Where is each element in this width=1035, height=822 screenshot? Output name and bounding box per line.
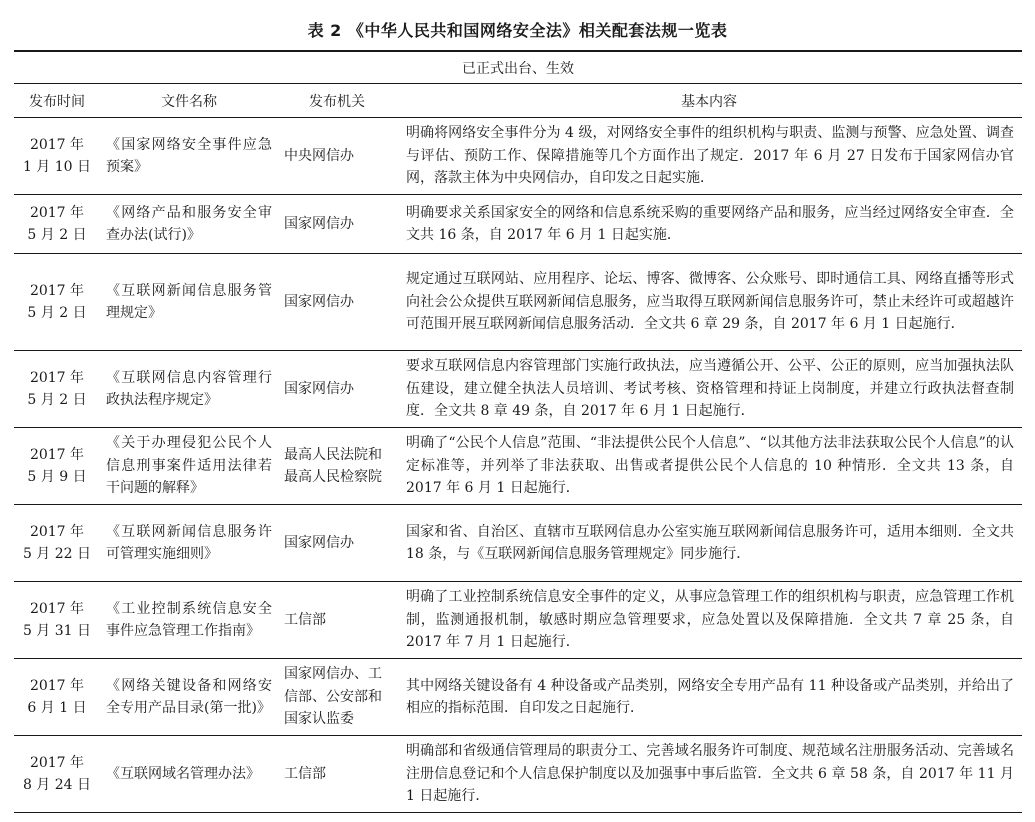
- table-title: 表 2 《中华人民共和国网络安全法》相关配套法规一览表: [307, 21, 728, 40]
- row-issuing-authority: 国家网信办: [278, 195, 396, 254]
- row-document-name: 《关于办理侵犯公民个人信息刑事案件适用法律若干问题的解释》: [100, 428, 278, 505]
- row-document-name: 《互联网域名管理办法》: [100, 736, 278, 813]
- row-content: 明确了“公民个人信息”范围、“非法提供公民个人信息”、“以其他方法非法获取公民个人信息”的认定标准等，并列举了非法获取、出售或者提供公民个人信息的 10 种情形．全文共 13 条，自 2017 年 6 月 1 日起施行．: [396, 428, 1022, 505]
- row-date: 2017 年 5 月 31 日: [14, 582, 100, 659]
- table-row: [14, 736, 1022, 813]
- row-date: 2017 年 5 月 9 日: [14, 428, 100, 505]
- table-row: [14, 582, 1022, 659]
- row-document-name: 《网络关键设备和网络安全专用产品目录(第一批)》: [100, 659, 278, 736]
- row-document-name: 《互联网新闻信息服务管理规定》: [100, 254, 278, 351]
- table-row: [14, 254, 1022, 351]
- row-date: 2017 年 5 月 2 日: [14, 351, 100, 428]
- table-row: [14, 659, 1022, 736]
- row-issuing-authority: 国家网信办: [278, 254, 396, 351]
- column-header-content: 基本内容: [396, 84, 1022, 118]
- table-row: [14, 351, 1022, 428]
- row-date: 2017 年 1 月 10 日: [14, 118, 100, 195]
- row-document-name: 《互联网信息内容管理行政执法程序规定》: [100, 351, 278, 428]
- row-date: 2017 年 6 月 1 日: [14, 659, 100, 736]
- table-row: [14, 118, 1022, 195]
- row-content: 明确要求关系国家安全的网络和信息系统采购的重要网络产品和服务，应当经过网络安全审查．全文共 16 条，自 2017 年 6 月 1 日起实施．: [396, 195, 1022, 254]
- row-date: 2017 年 5 月 2 日: [14, 195, 100, 254]
- row-date: 2017 年 5 月 22 日: [14, 505, 100, 582]
- table-row: [14, 505, 1022, 582]
- row-date: 2017 年 8 月 24 日: [14, 736, 100, 813]
- row-content: 要求互联网信息内容管理部门实施行政执法，应当遵循公开、公平、公正的原则，应当加强执法队伍建设，建立健全执法人员培训、考试考核、资格管理和持证上岗制度，并建立行政执法督查制度．全文共 8 章 49 条，自 2017 年 6 月 1 日起施行．: [396, 351, 1022, 428]
- row-content: 明确将网络安全事件分为 4 级，对网络安全事件的组织机构与职责、监测与预警、应急处置、调查与评估、预防工作、保障措施等几个方面作出了规定．2017 年 6 月 27 日发布于国家网信办官网，落款主体为中央网信办，自印发之日起实施．: [396, 118, 1022, 195]
- row-document-name: 《工业控制系统信息安全事件应急管理工作指南》: [100, 582, 278, 659]
- regulations-table: [14, 50, 1022, 813]
- row-content: 其中网络关键设备有 4 种设备或产品类别，网络安全专用产品有 11 种设备或产品类别，并给出了相应的指标范围．自印发之日起施行．: [396, 659, 1022, 736]
- row-issuing-authority: 最高人民法院和最高人民检察院: [278, 428, 396, 505]
- row-content: 明确了工业控制系统信息安全事件的定义，从事应急管理工作的组织机构与职责，应急管理工作机制，监测通报机制，敏感时期应急管理要求，应急处置以及保障措施．全文共 7 章 25 条，自 2017 年 7 月 1 日起施行．: [396, 582, 1022, 659]
- row-issuing-authority: 工信部: [278, 582, 396, 659]
- column-header-row: [14, 84, 1022, 118]
- row-document-name: 《国家网络安全事件应急预案》: [100, 118, 278, 195]
- row-issuing-authority: 国家网信办: [278, 505, 396, 582]
- column-header-name: 文件名称: [100, 84, 278, 118]
- table-row: [14, 195, 1022, 254]
- status-header-row: [14, 51, 1022, 84]
- column-header-date: 发布时间: [14, 84, 100, 118]
- column-header-org: 发布机关: [278, 84, 396, 118]
- row-document-name: 《网络产品和服务安全审查办法(试行)》: [100, 195, 278, 254]
- row-issuing-authority: 国家网信办、工信部、公安部和国家认监委: [278, 659, 396, 736]
- row-issuing-authority: 工信部: [278, 736, 396, 813]
- row-content: 明确部和省级通信管理局的职责分工、完善域名服务许可制度、规范域名注册服务活动、完善域名注册信息登记和个人信息保护制度以及加强事中事后监管．全文共 6 章 58 条，自 2017 年 11 月 1 日起施行．: [396, 736, 1022, 813]
- row-document-name: 《互联网新闻信息服务许可管理实施细则》: [100, 505, 278, 582]
- row-date: 2017 年 5 月 2 日: [14, 254, 100, 351]
- status-header: 已正式出台、生效: [14, 51, 1022, 84]
- row-content: 规定通过互联网站、应用程序、论坛、博客、微博客、公众账号、即时通信工具、网络直播等形式向社会公众提供互联网新闻信息服务，应当取得互联网新闻信息服务许可，禁止未经许可或超越许可范围开展互联网新闻信息服务活动．全文共 6 章 29 条，自 2017 年 6 月 1 日起施行．: [396, 254, 1022, 351]
- row-content: 国家和省、自治区、直辖市互联网信息办公室实施互联网新闻信息服务许可，适用本细则．全文共 18 条，与《互联网新闻信息服务管理规定》同步施行．: [396, 505, 1022, 582]
- row-issuing-authority: 中央网信办: [278, 118, 396, 195]
- row-issuing-authority: 国家网信办: [278, 351, 396, 428]
- table-row: [14, 428, 1022, 505]
